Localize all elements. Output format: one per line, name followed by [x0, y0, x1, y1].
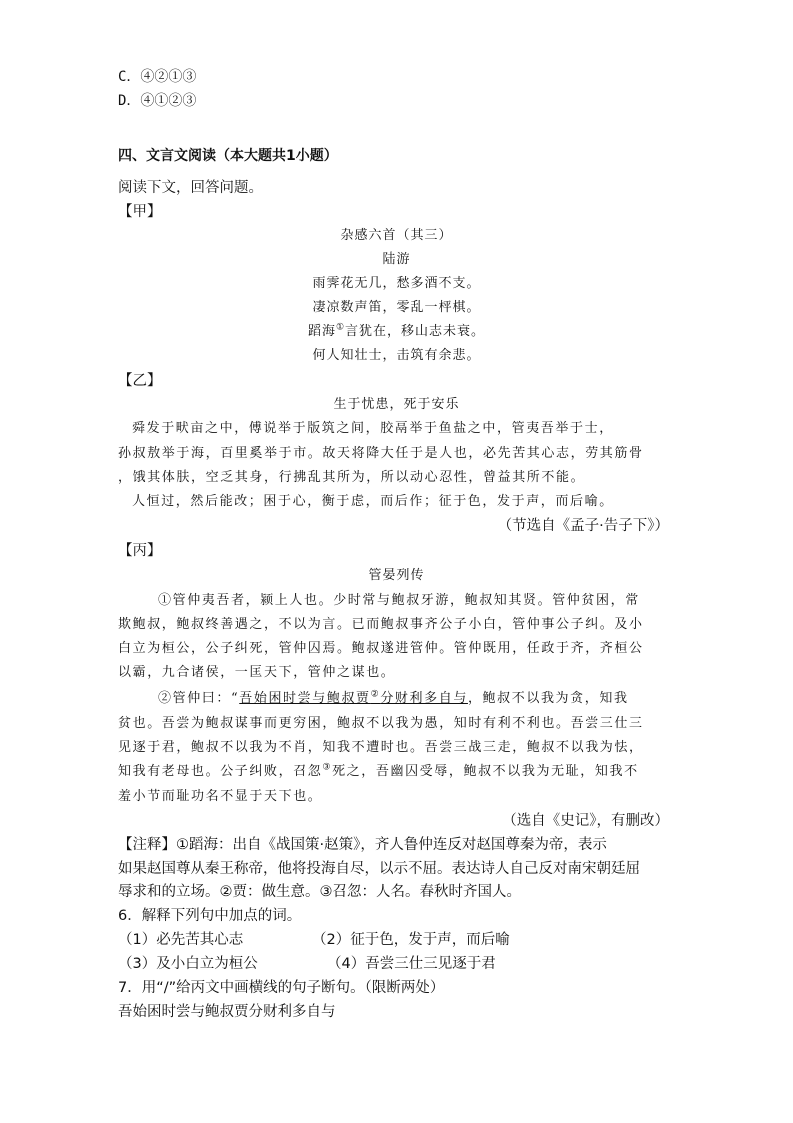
jia-line-2: 凄凉数声笛，零乱一枰棋。 [312, 300, 481, 315]
q6-item-3: （3）及小白立为桓公 [118, 956, 258, 972]
yi-label: 【乙】 [118, 373, 162, 389]
yi-source: （节选自《孟子·告子下》） [497, 518, 669, 534]
yi-line-4: 人恒过，然后能改；困于心，衡于虑，而后作；征于色，发于声，而后喻。 [132, 494, 614, 509]
jia-title: 杂感六首（其三） [340, 228, 453, 243]
yi-line-2: 孙叔敖举于海，百里奚举于市。故天将降大任于是人也，必先苦其心志，劳其筋骨 [118, 446, 644, 461]
jia-author: 陆游 [382, 252, 411, 267]
q6-item-1: （1）必先苦其心志 [118, 932, 244, 948]
bing-p2-line-2: 贫也。吾尝为鲍叔谋事而更穷困，鲍叔不以我为愚，知时有利不利也。吾尝三仕三 [118, 716, 644, 731]
q6-item-2: （2）征于色，发于声，而后喻 [312, 932, 510, 948]
footnote-marker: ① [335, 322, 346, 333]
question-7: 7．用“/”给丙文中画横线的句子断句。（限断两处） [118, 980, 445, 996]
option-c: C．④②①③ [118, 69, 197, 85]
bing-p2-tail: ，鲍叔不以我为贪，知我 [467, 691, 629, 706]
yi-line-1: 舜发于畎亩之中，傅说举于版筑之间，胶鬲举于鱼盐之中，管夷吾举于士， [132, 421, 614, 436]
bing-title: 管晏列传 [368, 568, 425, 583]
bing-p2-line-4-tail: 死之，吾幽囚受辱，鲍叔不以我为无耻，知我不 [332, 764, 639, 779]
jia-line-4: 何人知壮士，击筑有余悲。 [312, 348, 481, 363]
bing-source: （选自《史记》，有删改） [502, 813, 669, 829]
jia-line-3-text: 言犹在，移山志未衰。 [345, 324, 486, 339]
bing-p1-line-3: 白立为桓公，公子纠死，管仲囚焉。鲍叔遂进管仲。管仲既用，任政于齐，齐桓公 [118, 641, 644, 656]
bing-p2-line-5: 羞小节而耻功名不显于天下也。 [118, 789, 323, 804]
bing-p1-line-4: 以霸，九合诸侯，一匡天下，管仲之谋也。 [118, 665, 396, 680]
notes-line-1: 【注释】①蹈海：出自《战国策·赵策》，齐人鲁仲连反对赵国尊秦为帝，表示 [118, 837, 607, 853]
yi-title: 生于忧患，死于安乐 [333, 397, 460, 412]
jia-label: 【甲】 [118, 204, 162, 220]
section-heading: 四、文言文阅读（本大题共1小题） [118, 148, 338, 164]
q7-sentence: 吾始困时尝与鲍叔贾分财利多自与 [118, 1004, 336, 1020]
bing-p2-line-4 [118, 761, 639, 783]
footnote-marker: ③ [322, 762, 333, 773]
option-d: D．④①②③ [118, 93, 197, 109]
footnote-marker: ② [370, 689, 381, 700]
jia-line-3 [0, 321, 793, 343]
underlined-sentence [239, 691, 468, 706]
yi-line-3: ，饿其体肤，空乏其身，行拂乱其所为，所以动心忍性，曾益其所不能。 [118, 470, 586, 485]
jia-line-1: 雨霁花无几，愁多酒不支。 [312, 276, 481, 291]
bing-label: 【丙】 [118, 543, 162, 559]
question-6: 6．解释下列句中加点的词。 [118, 908, 302, 924]
bing-p2-line-4-head: 知我有老母也。公子纠败，召忽 [118, 764, 323, 779]
section-intro: 阅读下文，回答问题。 [118, 180, 263, 196]
q6-item-4: （4）吾尝三仕三见逐于君 [327, 956, 496, 972]
bing-p2-line-3: 见逐于君，鲍叔不以我为不肖，知我不遭时也。吾尝三战三走，鲍叔不以我为怯， [118, 740, 644, 755]
notes-line-2: 如果赵国尊从秦王称帝，他将投海自尽，以示不屈。表达诗人自己反对南宋朝廷屈 [118, 861, 640, 877]
bing-p2-line-1 [158, 688, 629, 710]
bing-p2-lead: ②管仲曰：“ [158, 691, 240, 706]
jia-line-3-prefix: 蹈海 [307, 324, 336, 339]
bing-p1-line-1: ①管仲夷吾者，颍上人也。少时常与鲍叔牙游，鲍叔知其贤。管仲贫困，常 [158, 593, 640, 608]
underlined-part-1: 吾始困时尝与鲍叔贾 [239, 691, 371, 706]
bing-p1-line-2: 欺鲍叔，鲍叔终善遇之，不以为言。已而鲍叔事齐公子小白，管仲事公子纠。及小 [118, 617, 644, 632]
notes-line-3: 辱求和的立场。②贾：做生意。③召忽：人名。春秋时齐国人。 [118, 884, 521, 900]
underlined-part-2: 分财利多自与 [380, 691, 468, 706]
